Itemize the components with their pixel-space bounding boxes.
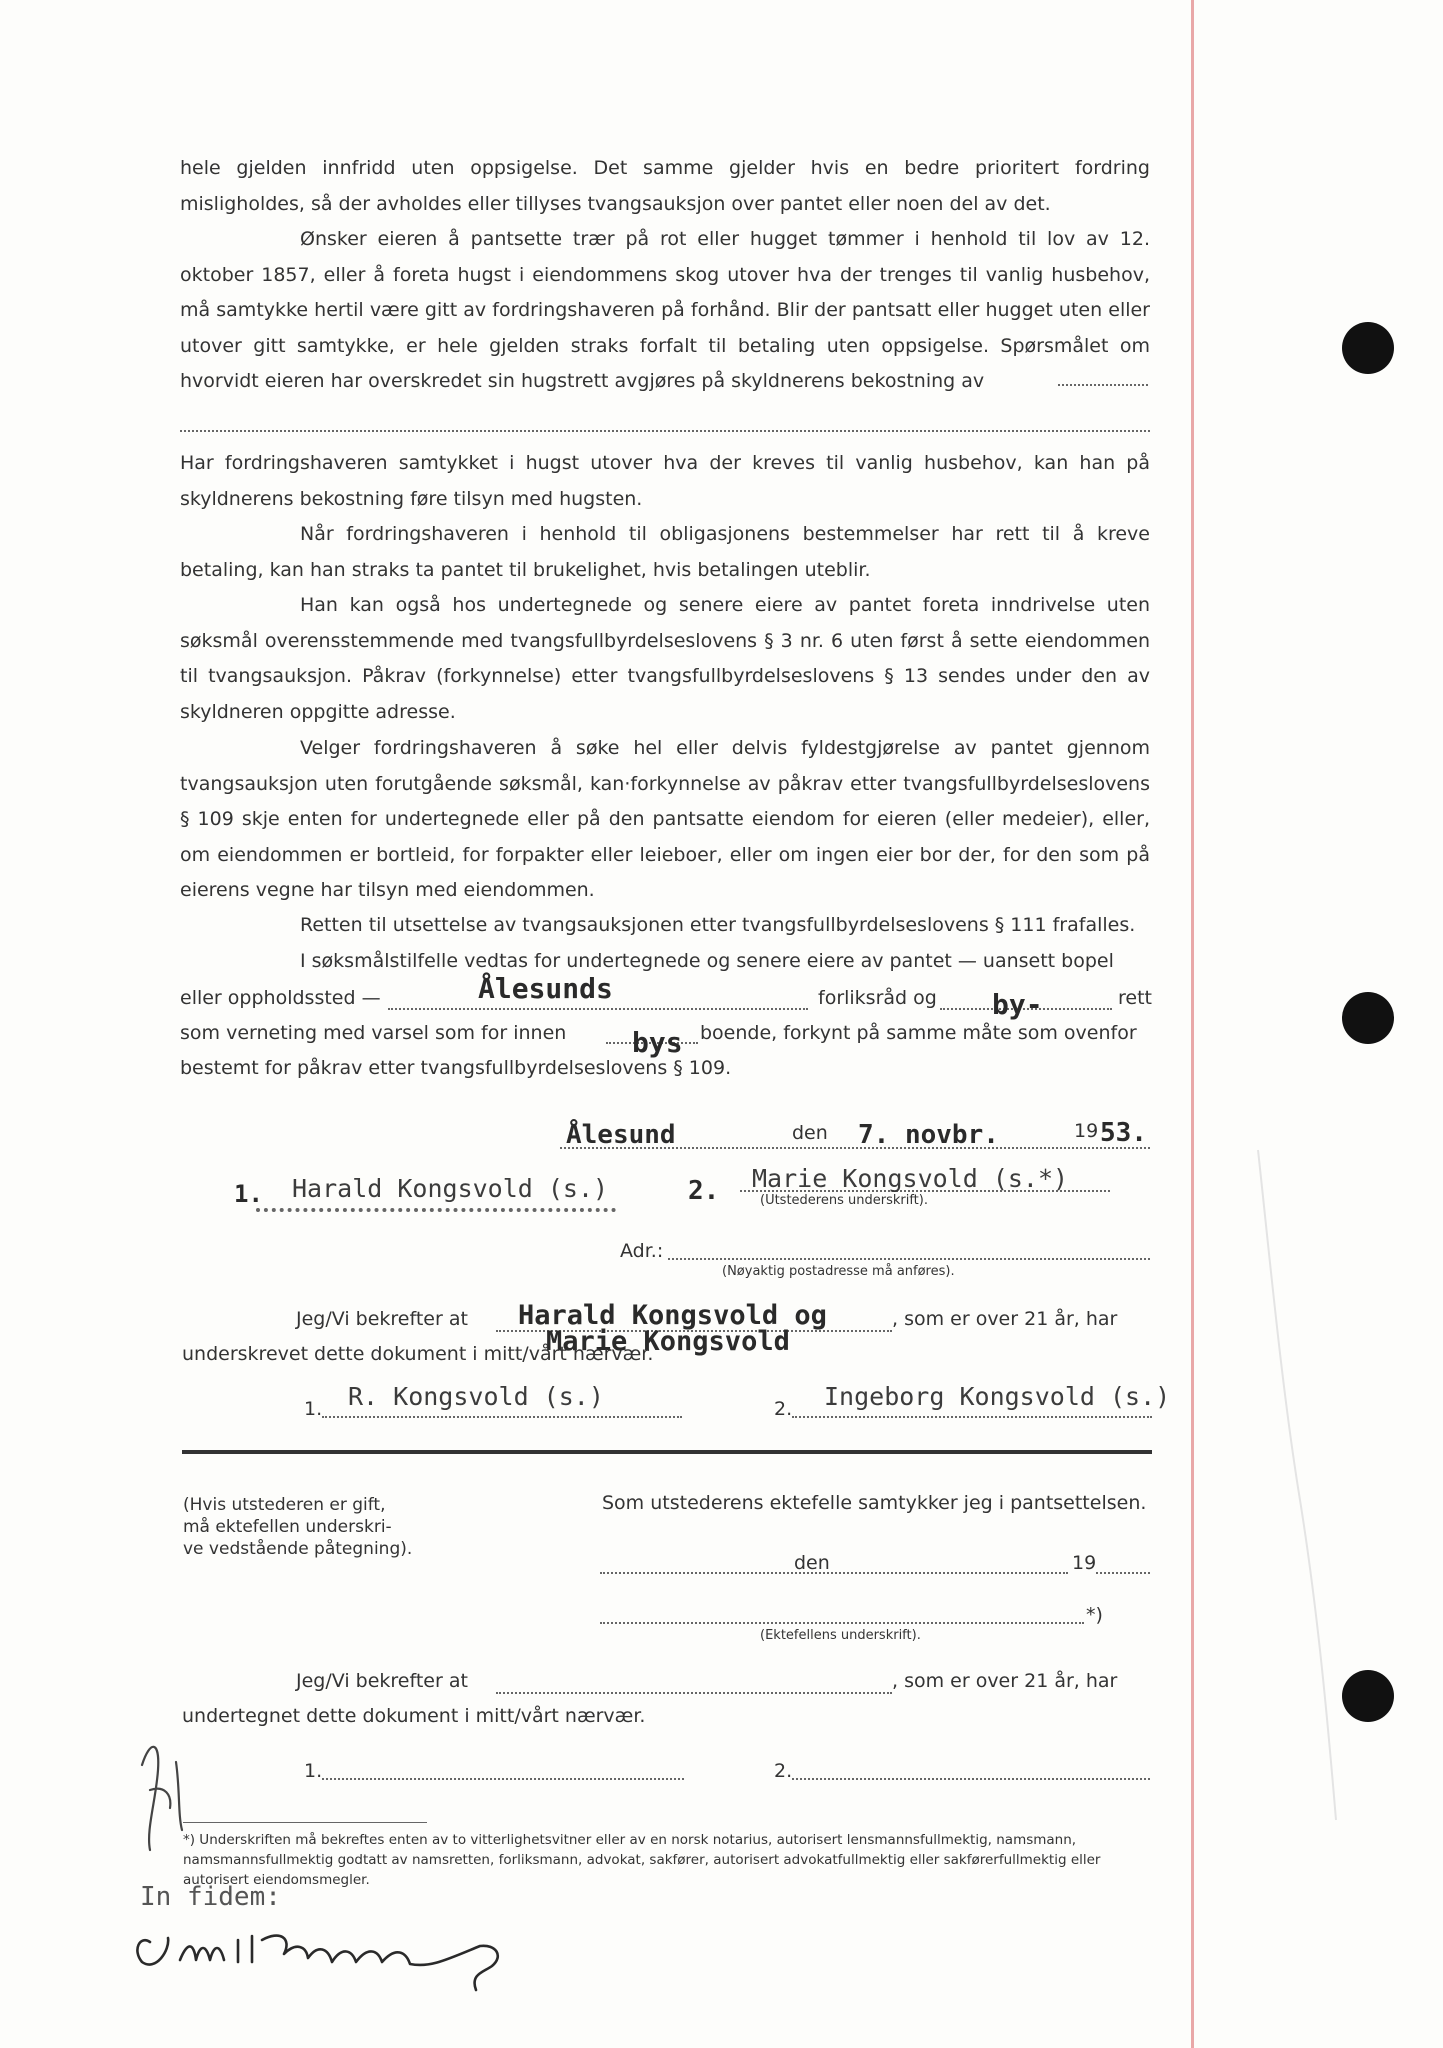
witness2-suffix: , som er over 21 år, har (892, 1670, 1118, 1692)
venue-bys: bys (632, 1026, 683, 1059)
paragraph-4: Når fordringshaveren i henhold til obligasjonens bestemmelser har rett til å kreve betaling, kan han straks ta pantet til brukelighet, hvis betalingen uteblir. (180, 523, 1150, 581)
paragraph-1: hele gjelden innfridd uten oppsigelse. Det samme gjelder hvis en bedre prioritert fordring misligholdes, så der avholdes eller tillyses tvangsauksjon over pantet eller noen del av det. (180, 157, 1150, 215)
witness1-number-2: 2. (774, 1398, 793, 1420)
paragraph-6: Velger fordringshaveren å søke hel eller delvis fyldestgjørelse av pantet gjennom tvangsauksjon uten forutgående søksmål, kan·forkynnelse av påkrav etter tvangsfullbyrdelseslovens § 109 skje enten for undertegnede eller på den pantsatte eiendom for eieren (eller medeier), eller, om eiendommen er bortleid, for forpakter eller leieboer, eller om ingen eier bor der, for den som på eierens vegne har tilsyn med eiendommen. (180, 737, 1150, 902)
footnote: *) Underskriften må bekreftes enten av to vitterlighetsvitner eller av en norsk notarius, autorisert lensmannsfullmektig, namsmann, namsmannsfullmektig godtatt av namsretten, forliksmann, advokat, sakfører, autorisert advokatfullmektig eller sakførerfullmektig eller autorisert eiendomsmegler. (183, 1832, 1101, 1888)
spouse-note-line2: må ektefellen underskri- (183, 1517, 392, 1537)
witness2-line2: undertegnet dette dokument i mitt/vårt nærvær. (182, 1705, 646, 1727)
venue-court: by- (992, 988, 1043, 1021)
paragraph-7: Retten til utsettelse av tvangsauksjonen etter tvangsfullbyrdelseslovens § 111 frafalles. (300, 914, 1136, 936)
bleed-through-mark (1258, 1150, 1336, 1820)
issuer-signature-2: Marie Kongsvold (s.*) (752, 1164, 1069, 1193)
venue-suffix: rett (1118, 987, 1152, 1009)
witness2-number-2: 2. (774, 1760, 793, 1782)
witness1-prefix: Jeg/Vi bekrefter at (296, 1308, 468, 1330)
witness1-names-line1: Harald Kongsvold og (518, 1300, 827, 1331)
spouse-den-label: den (794, 1552, 830, 1574)
witness1-number-1: 1. (304, 1398, 323, 1420)
spouse-consent: Som utstederens ektefelle samtykker jeg i pantsettelsen. (602, 1492, 1147, 1514)
spouse-asterisk: *) (1086, 1604, 1103, 1626)
venue-line2-prefix: som verneting med varsel som for innen (180, 1022, 567, 1044)
margin-initials (142, 1747, 182, 1850)
witness1-signature-2: Ingeborg Kongsvold (s.) (824, 1382, 1171, 1411)
witness1-suffix: , som er over 21 år, har (892, 1308, 1118, 1330)
paragraph-5: Han kan også hos undertegnede og senere eiere av pantet foreta inndrivelse uten søksmål overensstemmende med tvangsfullbyrdelseslovens § 3 nr. 6 uten først å sette eiendommen til tvangsauksjon. Påkrav (forkynnelse) etter tvangsfullbyrdelseslovens § 13 sendes under den av skyldneren oppgitte adresse. (180, 594, 1150, 723)
issuer-signature-caption: (Utstederens underskrift). (760, 1193, 928, 1208)
witness2-prefix: Jeg/Vi bekrefter at (296, 1670, 468, 1692)
in-fidem-label: In fidem: (140, 1882, 281, 1912)
date-century: 19 (1074, 1120, 1099, 1142)
venue-line3: bestemt for påkrav etter tvangsfullbyrdelseslovens § 109. (180, 1057, 732, 1079)
date-value: 7. novbr. (858, 1120, 999, 1150)
venue-prefix: eller oppholdssted — (180, 987, 381, 1009)
venue-line2-suffix: boende, forkynt på samme måte som ovenfor (700, 1022, 1137, 1044)
witness1-signature-1: R. Kongsvold (s.) (348, 1382, 604, 1411)
spouse-note-line3: ve vedstående påtegning). (183, 1539, 413, 1559)
address-label: Adr.: (620, 1240, 664, 1262)
issuer-number-2: 2. (688, 1176, 720, 1206)
spouse-note-line1: (Hvis utstederen er gift, (183, 1495, 386, 1515)
venue-city: Ålesunds (478, 972, 613, 1005)
witness1-names-line2: Marie Kongsvold (546, 1326, 790, 1357)
date-den-label: den (792, 1122, 828, 1144)
in-fidem-signature (137, 1936, 497, 1990)
issuer-number-1: 1. (234, 1180, 263, 1208)
issuer-signature-1: Harald Kongsvold (s.) (292, 1174, 609, 1203)
paragraph-8: I søksmålstilfelle vedtas for undertegnede og senere eiere av pantet — uansett bopel (300, 950, 1114, 972)
witness1-line2: underskrevet dette dokument i mitt/vårt nærvær. (182, 1343, 654, 1365)
address-caption: (Nøyaktig postadresse må anføres). (722, 1264, 955, 1279)
spouse-century: 19 (1072, 1552, 1097, 1574)
witness2-number-1: 1. (304, 1760, 323, 1782)
paragraph-2: Ønsker eieren å pantsette trær på rot eller hugget tømmer i henhold til lov av 12. oktober 1857, eller å foreta hugst i eiendommens skog utover hva der trenges til vanlig husbehov, må samtykke hertil være gitt av fordringshaveren på forhånd. Blir der pantsatt eller hugget uten eller utover gitt samtykke, er hele gjelden straks forfalt til betaling uten oppsigelse. Spørsmålet om hvorvidt eieren har overskredet sin hugstrett avgjøres på skyldnerens bekostning av (180, 228, 1150, 393)
spouse-signature-caption: (Ektefellens underskrift). (760, 1628, 921, 1643)
date-place: Ålesund (566, 1120, 676, 1150)
venue-mid: forliksråd og (818, 987, 937, 1009)
date-year: 53. (1100, 1118, 1147, 1148)
paragraph-3: Har fordringshaveren samtykket i hugst utover hva der kreves til vanlig husbehov, kan han på skyldnerens bekostning føre tilsyn med hugsten. (180, 452, 1150, 510)
